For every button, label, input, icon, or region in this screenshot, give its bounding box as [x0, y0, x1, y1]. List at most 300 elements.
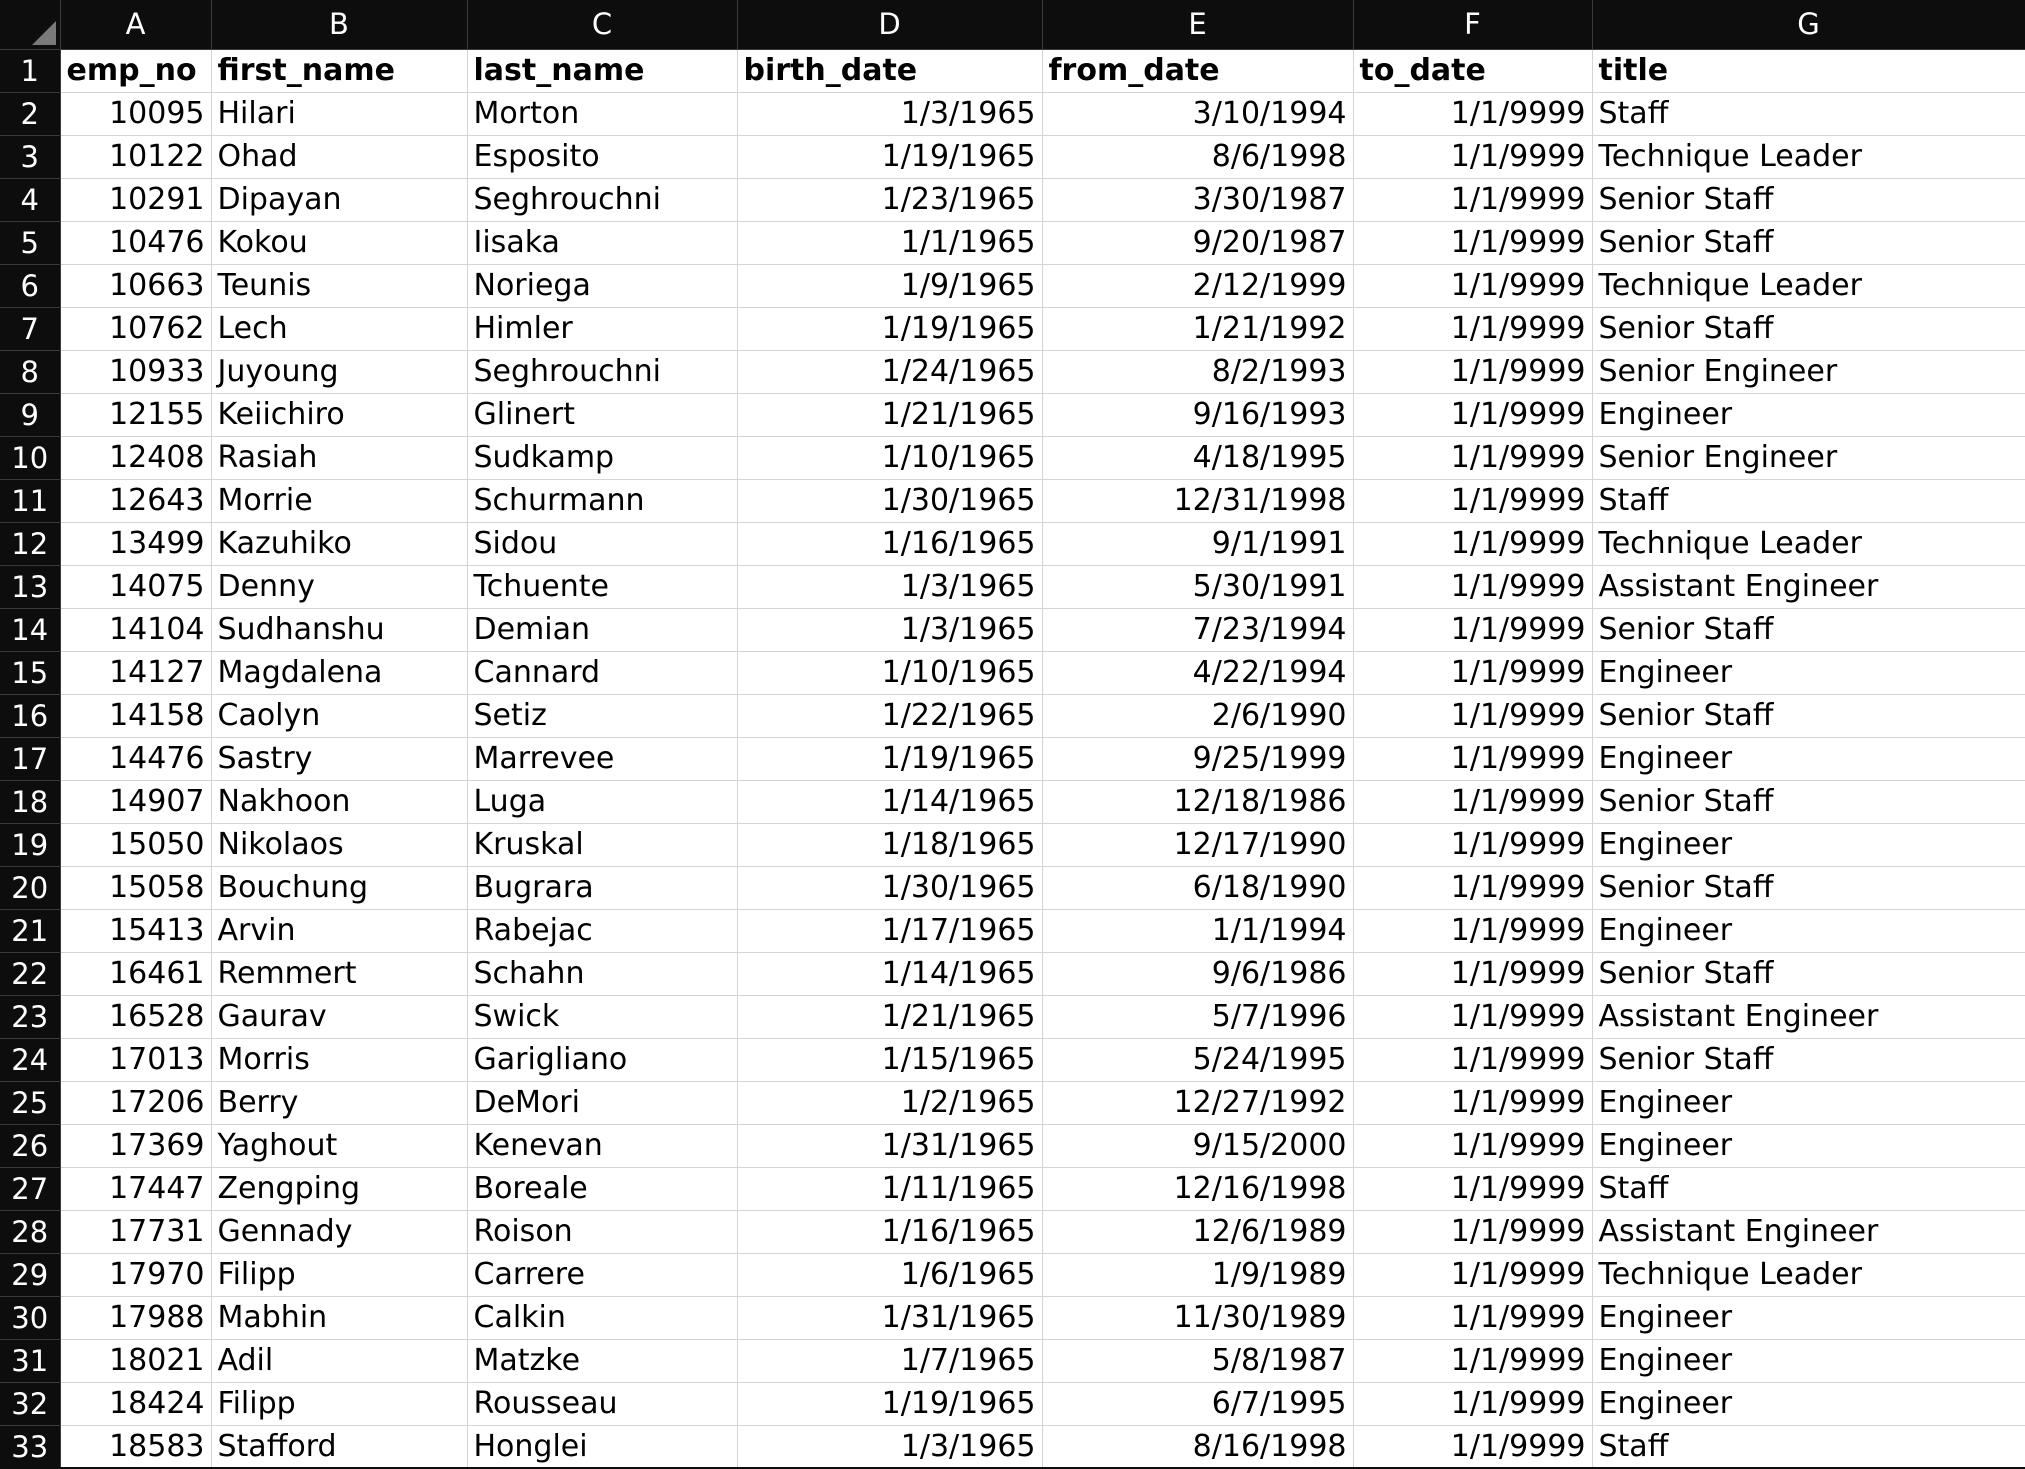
- cell-to-date[interactable]: 1/1/9999: [1353, 1339, 1592, 1382]
- cell-birth-date[interactable]: 1/3/1965: [737, 1425, 1042, 1468]
- table-row: [0, 350, 2025, 393]
- table-row: [0, 264, 2025, 307]
- cell-from-date[interactable]: 5/8/1987: [1042, 1339, 1353, 1382]
- cell-first-name[interactable]: Remmert: [211, 952, 467, 995]
- cell-title[interactable]: Senior Staff: [1592, 952, 2025, 995]
- column-header-b[interactable]: B: [211, 0, 467, 49]
- cell-birth-date[interactable]: 1/19/1965: [737, 1382, 1042, 1425]
- cell-first-name[interactable]: Denny: [211, 565, 467, 608]
- table-row: [0, 780, 2025, 823]
- cell-first-name[interactable]: Hilari: [211, 92, 467, 135]
- cell-title[interactable]: Technique Leader: [1592, 522, 2025, 565]
- table-row: [0, 651, 2025, 694]
- cell-from-date[interactable]: 8/2/1993: [1042, 350, 1353, 393]
- table-row: [0, 952, 2025, 995]
- cell-emp-no[interactable]: 17731: [60, 1210, 211, 1253]
- cell-title[interactable]: Engineer: [1592, 1382, 2025, 1425]
- cell-first-name[interactable]: Kokou: [211, 221, 467, 264]
- cell-to-date[interactable]: 1/1/9999: [1353, 221, 1592, 264]
- cell-birth-date[interactable]: 1/19/1965: [737, 135, 1042, 178]
- table-row: [0, 995, 2025, 1038]
- cell-birth-date[interactable]: 1/30/1965: [737, 866, 1042, 909]
- cell-birth-date[interactable]: 1/24/1965: [737, 350, 1042, 393]
- cell-title[interactable]: Senior Staff: [1592, 694, 2025, 737]
- cell-birth-date[interactable]: 1/31/1965: [737, 1296, 1042, 1339]
- cell-from-date[interactable]: 9/25/1999: [1042, 737, 1353, 780]
- cell-title[interactable]: Assistant Engineer: [1592, 1210, 2025, 1253]
- column-header-d[interactable]: D: [737, 0, 1042, 49]
- table-row: [0, 436, 2025, 479]
- cell-emp-no[interactable]: 17369: [60, 1124, 211, 1167]
- cell-first-name[interactable]: Mabhin: [211, 1296, 467, 1339]
- cell-from-date[interactable]: 12/17/1990: [1042, 823, 1353, 866]
- row-header[interactable]: 30: [0, 1296, 60, 1339]
- cell-title[interactable]: Technique Leader: [1592, 1253, 2025, 1296]
- cell-birth-date[interactable]: 1/31/1965: [737, 1124, 1042, 1167]
- cell-last-name[interactable]: Sudkamp: [467, 436, 737, 479]
- cell-birth-date[interactable]: 1/3/1965: [737, 92, 1042, 135]
- row-header[interactable]: 25: [0, 1081, 60, 1124]
- cell-from-date[interactable]: 9/6/1986: [1042, 952, 1353, 995]
- cell-last-name[interactable]: Demian: [467, 608, 737, 651]
- cell-from-date[interactable]: 12/6/1989: [1042, 1210, 1353, 1253]
- cell-emp-no[interactable]: 12408: [60, 436, 211, 479]
- cell-from-date[interactable]: 9/1/1991: [1042, 522, 1353, 565]
- row-header[interactable]: 11: [0, 479, 60, 522]
- cell-title[interactable]: Engineer: [1592, 1296, 2025, 1339]
- cell-title[interactable]: Senior Engineer: [1592, 350, 2025, 393]
- cell-last-name[interactable]: Roison: [467, 1210, 737, 1253]
- cell-last-name[interactable]: Glinert: [467, 393, 737, 436]
- cell-from-date[interactable]: 3/10/1994: [1042, 92, 1353, 135]
- cell-f1[interactable]: to_date: [1353, 49, 1592, 92]
- cell-last-name[interactable]: Calkin: [467, 1296, 737, 1339]
- cell-last-name[interactable]: Garigliano: [467, 1038, 737, 1081]
- cell-emp-no[interactable]: 10663: [60, 264, 211, 307]
- cell-emp-no[interactable]: 18021: [60, 1339, 211, 1382]
- column-header-c[interactable]: C: [467, 0, 737, 49]
- cell-emp-no[interactable]: 16528: [60, 995, 211, 1038]
- cell-from-date[interactable]: 9/20/1987: [1042, 221, 1353, 264]
- cell-to-date[interactable]: 1/1/9999: [1353, 92, 1592, 135]
- cell-title[interactable]: Technique Leader: [1592, 264, 2025, 307]
- cell-from-date[interactable]: 8/6/1998: [1042, 135, 1353, 178]
- cell-to-date[interactable]: 1/1/9999: [1353, 1296, 1592, 1339]
- cell-last-name[interactable]: Kruskal: [467, 823, 737, 866]
- cell-first-name[interactable]: Filipp: [211, 1382, 467, 1425]
- cell-from-date[interactable]: 9/16/1993: [1042, 393, 1353, 436]
- cell-b1[interactable]: first_name: [211, 49, 467, 92]
- cell-title[interactable]: Technique Leader: [1592, 135, 2025, 178]
- cell-last-name[interactable]: Tchuente: [467, 565, 737, 608]
- cell-emp-no[interactable]: 10476: [60, 221, 211, 264]
- row-header[interactable]: 3: [0, 135, 60, 178]
- table-row: [0, 1253, 2025, 1296]
- cell-emp-no[interactable]: 17970: [60, 1253, 211, 1296]
- cell-from-date[interactable]: 1/21/1992: [1042, 307, 1353, 350]
- table-row: [0, 909, 2025, 952]
- cell-to-date[interactable]: 1/1/9999: [1353, 522, 1592, 565]
- cell-to-date[interactable]: 1/1/9999: [1353, 995, 1592, 1038]
- cell-from-date[interactable]: 12/31/1998: [1042, 479, 1353, 522]
- table-row: [0, 393, 2025, 436]
- cell-emp-no[interactable]: 17447: [60, 1167, 211, 1210]
- cell-emp-no[interactable]: 13499: [60, 522, 211, 565]
- cell-last-name[interactable]: Rabejac: [467, 909, 737, 952]
- cell-to-date[interactable]: 1/1/9999: [1353, 1167, 1592, 1210]
- cell-birth-date[interactable]: 1/19/1965: [737, 307, 1042, 350]
- cell-emp-no[interactable]: 10933: [60, 350, 211, 393]
- cell-title[interactable]: Staff: [1592, 1167, 2025, 1210]
- cell-from-date[interactable]: 4/22/1994: [1042, 651, 1353, 694]
- table-row: [0, 1339, 2025, 1382]
- table-row: [0, 1210, 2025, 1253]
- cell-last-name[interactable]: Cannard: [467, 651, 737, 694]
- cell-first-name[interactable]: Dipayan: [211, 178, 467, 221]
- cell-first-name[interactable]: Filipp: [211, 1253, 467, 1296]
- cell-emp-no[interactable]: 15058: [60, 866, 211, 909]
- cell-title[interactable]: Staff: [1592, 479, 2025, 522]
- cell-last-name[interactable]: Carrere: [467, 1253, 737, 1296]
- cell-first-name[interactable]: Morris: [211, 1038, 467, 1081]
- cell-g1[interactable]: title: [1592, 49, 2025, 92]
- table-row: [0, 1296, 2025, 1339]
- cell-birth-date[interactable]: 1/10/1965: [737, 651, 1042, 694]
- cell-emp-no[interactable]: 12155: [60, 393, 211, 436]
- cell-to-date[interactable]: 1/1/9999: [1353, 651, 1592, 694]
- cell-birth-date[interactable]: 1/17/1965: [737, 909, 1042, 952]
- cell-last-name[interactable]: Kenevan: [467, 1124, 737, 1167]
- cell-title[interactable]: Engineer: [1592, 393, 2025, 436]
- cell-to-date[interactable]: 1/1/9999: [1353, 1124, 1592, 1167]
- cell-last-name[interactable]: Morton: [467, 92, 737, 135]
- cell-title[interactable]: Assistant Engineer: [1592, 995, 2025, 1038]
- cell-to-date[interactable]: 1/1/9999: [1353, 479, 1592, 522]
- row-header[interactable]: 9: [0, 393, 60, 436]
- row-header[interactable]: 28: [0, 1210, 60, 1253]
- table-row: [0, 608, 2025, 651]
- row-header[interactable]: 14: [0, 608, 60, 651]
- cell-from-date[interactable]: 8/16/1998: [1042, 1425, 1353, 1468]
- cell-title[interactable]: Engineer: [1592, 1081, 2025, 1124]
- row-header[interactable]: 32: [0, 1382, 60, 1425]
- cell-title[interactable]: Senior Staff: [1592, 608, 2025, 651]
- cell-title[interactable]: Engineer: [1592, 1339, 2025, 1382]
- cell-to-date[interactable]: 1/1/9999: [1353, 909, 1592, 952]
- table-row: [0, 92, 2025, 135]
- cell-birth-date[interactable]: 1/6/1965: [737, 1253, 1042, 1296]
- cell-to-date[interactable]: 1/1/9999: [1353, 135, 1592, 178]
- cell-to-date[interactable]: 1/1/9999: [1353, 1210, 1592, 1253]
- table-row: [0, 823, 2025, 866]
- cell-emp-no[interactable]: 15413: [60, 909, 211, 952]
- row-header[interactable]: 6: [0, 264, 60, 307]
- cell-to-date[interactable]: 1/1/9999: [1353, 436, 1592, 479]
- cell-first-name[interactable]: Nakhoon: [211, 780, 467, 823]
- row-header[interactable]: 12: [0, 522, 60, 565]
- cell-emp-no[interactable]: 17988: [60, 1296, 211, 1339]
- cell-first-name[interactable]: Kazuhiko: [211, 522, 467, 565]
- table-row: [0, 737, 2025, 780]
- cell-to-date[interactable]: 1/1/9999: [1353, 823, 1592, 866]
- column-header-e[interactable]: E: [1042, 0, 1353, 49]
- cell-first-name[interactable]: Berry: [211, 1081, 467, 1124]
- cell-last-name[interactable]: Seghrouchni: [467, 178, 737, 221]
- cell-birth-date[interactable]: 1/1/1965: [737, 221, 1042, 264]
- column-header-a[interactable]: A: [60, 0, 211, 49]
- cell-to-date[interactable]: 1/1/9999: [1353, 178, 1592, 221]
- cell-from-date[interactable]: 6/7/1995: [1042, 1382, 1353, 1425]
- cell-last-name[interactable]: Swick: [467, 995, 737, 1038]
- cell-title[interactable]: Engineer: [1592, 823, 2025, 866]
- cell-title[interactable]: Senior Staff: [1592, 780, 2025, 823]
- cell-emp-no[interactable]: 14127: [60, 651, 211, 694]
- cell-title[interactable]: Senior Staff: [1592, 307, 2025, 350]
- cell-from-date[interactable]: 1/9/1989: [1042, 1253, 1353, 1296]
- table-row: [0, 135, 2025, 178]
- cell-title[interactable]: Staff: [1592, 92, 2025, 135]
- cell-to-date[interactable]: 1/1/9999: [1353, 952, 1592, 995]
- cell-last-name[interactable]: Marrevee: [467, 737, 737, 780]
- cell-first-name[interactable]: Stafford: [211, 1425, 467, 1468]
- cell-from-date[interactable]: 5/30/1991: [1042, 565, 1353, 608]
- cell-first-name[interactable]: Zengping: [211, 1167, 467, 1210]
- cell-first-name[interactable]: Rasiah: [211, 436, 467, 479]
- cell-to-date[interactable]: 1/1/9999: [1353, 866, 1592, 909]
- cell-emp-no[interactable]: 17206: [60, 1081, 211, 1124]
- cell-first-name[interactable]: Teunis: [211, 264, 467, 307]
- cell-birth-date[interactable]: 1/7/1965: [737, 1339, 1042, 1382]
- cell-c1[interactable]: last_name: [467, 49, 737, 92]
- cell-last-name[interactable]: Sidou: [467, 522, 737, 565]
- cell-d1[interactable]: birth_date: [737, 49, 1042, 92]
- cell-emp-no[interactable]: 14075: [60, 565, 211, 608]
- table-row: [0, 694, 2025, 737]
- cell-from-date[interactable]: 5/24/1995: [1042, 1038, 1353, 1081]
- cell-first-name[interactable]: Ohad: [211, 135, 467, 178]
- cell-to-date[interactable]: 1/1/9999: [1353, 1382, 1592, 1425]
- cell-title[interactable]: Senior Staff: [1592, 1038, 2025, 1081]
- table-row: [0, 1425, 2025, 1468]
- table-row: [0, 522, 2025, 565]
- cell-to-date[interactable]: 1/1/9999: [1353, 1081, 1592, 1124]
- cell-birth-date[interactable]: 1/22/1965: [737, 694, 1042, 737]
- cell-last-name[interactable]: Boreale: [467, 1167, 737, 1210]
- cell-last-name[interactable]: Iisaka: [467, 221, 737, 264]
- cell-last-name[interactable]: Schahn: [467, 952, 737, 995]
- cell-e1[interactable]: from_date: [1042, 49, 1353, 92]
- table-row: [0, 1167, 2025, 1210]
- cell-to-date[interactable]: 1/1/9999: [1353, 350, 1592, 393]
- table-row-header: [0, 49, 2025, 92]
- cell-title[interactable]: Staff: [1592, 1425, 2025, 1468]
- cell-to-date[interactable]: 1/1/9999: [1353, 1253, 1592, 1296]
- cell-last-name[interactable]: Bugrara: [467, 866, 737, 909]
- row-header[interactable]: 24: [0, 1038, 60, 1081]
- cell-last-name[interactable]: Rousseau: [467, 1382, 737, 1425]
- cell-last-name[interactable]: Himler: [467, 307, 737, 350]
- cell-emp-no[interactable]: 16461: [60, 952, 211, 995]
- cell-title[interactable]: Senior Staff: [1592, 221, 2025, 264]
- cell-birth-date[interactable]: 1/3/1965: [737, 608, 1042, 651]
- cell-to-date[interactable]: 1/1/9999: [1353, 737, 1592, 780]
- column-header-f[interactable]: F: [1353, 0, 1592, 49]
- cell-from-date[interactable]: 7/23/1994: [1042, 608, 1353, 651]
- cell-title[interactable]: Senior Staff: [1592, 178, 2025, 221]
- cell-to-date[interactable]: 1/1/9999: [1353, 393, 1592, 436]
- cell-birth-date[interactable]: 1/3/1965: [737, 565, 1042, 608]
- row-header[interactable]: 10: [0, 436, 60, 479]
- select-all-button[interactable]: [0, 0, 60, 49]
- row-header[interactable]: 17: [0, 737, 60, 780]
- cell-title[interactable]: Engineer: [1592, 737, 2025, 780]
- cell-emp-no[interactable]: 17013: [60, 1038, 211, 1081]
- column-header-row: [0, 0, 2025, 49]
- cell-emp-no[interactable]: 14158: [60, 694, 211, 737]
- cell-first-name[interactable]: Gennady: [211, 1210, 467, 1253]
- cell-title[interactable]: Engineer: [1592, 1124, 2025, 1167]
- cell-from-date[interactable]: 6/18/1990: [1042, 866, 1353, 909]
- cell-first-name[interactable]: Adil: [211, 1339, 467, 1382]
- cell-from-date[interactable]: 12/27/1992: [1042, 1081, 1353, 1124]
- row-header[interactable]: 27: [0, 1167, 60, 1210]
- cell-to-date[interactable]: 1/1/9999: [1353, 780, 1592, 823]
- cell-birth-date[interactable]: 1/2/1965: [737, 1081, 1042, 1124]
- cell-first-name[interactable]: Juyoung: [211, 350, 467, 393]
- select-all-triangle-icon: [32, 21, 56, 45]
- row-header[interactable]: 26: [0, 1124, 60, 1167]
- cell-to-date[interactable]: 1/1/9999: [1353, 694, 1592, 737]
- cell-first-name[interactable]: Yaghout: [211, 1124, 467, 1167]
- cell-first-name[interactable]: Magdalena: [211, 651, 467, 694]
- cell-first-name[interactable]: Sudhanshu: [211, 608, 467, 651]
- cell-birth-date[interactable]: 1/21/1965: [737, 995, 1042, 1038]
- cell-from-date[interactable]: 2/12/1999: [1042, 264, 1353, 307]
- cell-birth-date[interactable]: 1/10/1965: [737, 436, 1042, 479]
- cell-birth-date[interactable]: 1/23/1965: [737, 178, 1042, 221]
- cell-birth-date[interactable]: 1/14/1965: [737, 952, 1042, 995]
- row-header[interactable]: 1: [0, 49, 60, 92]
- cell-last-name[interactable]: Matzke: [467, 1339, 737, 1382]
- row-header[interactable]: 18: [0, 780, 60, 823]
- cell-emp-no[interactable]: 18583: [60, 1425, 211, 1468]
- cell-birth-date[interactable]: 1/15/1965: [737, 1038, 1042, 1081]
- row-header[interactable]: 20: [0, 866, 60, 909]
- cell-first-name[interactable]: Sastry: [211, 737, 467, 780]
- row-header[interactable]: 22: [0, 952, 60, 995]
- cell-last-name[interactable]: Honglei: [467, 1425, 737, 1468]
- cell-from-date[interactable]: 2/6/1990: [1042, 694, 1353, 737]
- cell-emp-no[interactable]: 15050: [60, 823, 211, 866]
- cell-to-date[interactable]: 1/1/9999: [1353, 1038, 1592, 1081]
- cell-a1[interactable]: emp_no: [60, 49, 211, 92]
- cell-first-name[interactable]: Gaurav: [211, 995, 467, 1038]
- row-header[interactable]: 23: [0, 995, 60, 1038]
- cell-last-name[interactable]: Seghrouchni: [467, 350, 737, 393]
- cell-to-date[interactable]: 1/1/9999: [1353, 608, 1592, 651]
- cell-last-name[interactable]: DeMori: [467, 1081, 737, 1124]
- cell-birth-date[interactable]: 1/30/1965: [737, 479, 1042, 522]
- cell-emp-no[interactable]: 10762: [60, 307, 211, 350]
- cell-from-date[interactable]: 5/7/1996: [1042, 995, 1353, 1038]
- row-header[interactable]: 7: [0, 307, 60, 350]
- table-row: [0, 178, 2025, 221]
- cell-birth-date[interactable]: 1/16/1965: [737, 522, 1042, 565]
- cell-emp-no[interactable]: 10291: [60, 178, 211, 221]
- cell-first-name[interactable]: Keiichiro: [211, 393, 467, 436]
- cell-birth-date[interactable]: 1/9/1965: [737, 264, 1042, 307]
- cell-emp-no[interactable]: 14476: [60, 737, 211, 780]
- row-header[interactable]: 29: [0, 1253, 60, 1296]
- cell-emp-no[interactable]: 10122: [60, 135, 211, 178]
- cell-first-name[interactable]: Arvin: [211, 909, 467, 952]
- cell-from-date[interactable]: 12/18/1986: [1042, 780, 1353, 823]
- cell-from-date[interactable]: 4/18/1995: [1042, 436, 1353, 479]
- cell-from-date[interactable]: 11/30/1989: [1042, 1296, 1353, 1339]
- row-header[interactable]: 5: [0, 221, 60, 264]
- cell-to-date[interactable]: 1/1/9999: [1353, 307, 1592, 350]
- table-row: [0, 221, 2025, 264]
- row-header[interactable]: 8: [0, 350, 60, 393]
- cell-title[interactable]: Engineer: [1592, 651, 2025, 694]
- cell-to-date[interactable]: 1/1/9999: [1353, 565, 1592, 608]
- cell-from-date[interactable]: 9/15/2000: [1042, 1124, 1353, 1167]
- cell-from-date[interactable]: 12/16/1998: [1042, 1167, 1353, 1210]
- cell-first-name[interactable]: Caolyn: [211, 694, 467, 737]
- cell-last-name[interactable]: Noriega: [467, 264, 737, 307]
- row-header[interactable]: 21: [0, 909, 60, 952]
- row-header[interactable]: 15: [0, 651, 60, 694]
- column-header-g[interactable]: G: [1592, 0, 2025, 49]
- cell-to-date[interactable]: 1/1/9999: [1353, 264, 1592, 307]
- cell-title[interactable]: Assistant Engineer: [1592, 565, 2025, 608]
- cell-emp-no[interactable]: 18424: [60, 1382, 211, 1425]
- row-header[interactable]: 33: [0, 1425, 60, 1468]
- table-row: [0, 1124, 2025, 1167]
- row-header[interactable]: 13: [0, 565, 60, 608]
- cell-last-name[interactable]: Schurmann: [467, 479, 737, 522]
- cell-first-name[interactable]: Nikolaos: [211, 823, 467, 866]
- cell-last-name[interactable]: Setiz: [467, 694, 737, 737]
- cell-birth-date[interactable]: 1/21/1965: [737, 393, 1042, 436]
- row-header[interactable]: 31: [0, 1339, 60, 1382]
- cell-title[interactable]: Senior Staff: [1592, 866, 2025, 909]
- cell-birth-date[interactable]: 1/19/1965: [737, 737, 1042, 780]
- cell-birth-date[interactable]: 1/14/1965: [737, 780, 1042, 823]
- cell-emp-no[interactable]: 14907: [60, 780, 211, 823]
- row-header[interactable]: 19: [0, 823, 60, 866]
- cell-first-name[interactable]: Morrie: [211, 479, 467, 522]
- cell-birth-date[interactable]: 1/16/1965: [737, 1210, 1042, 1253]
- cell-first-name[interactable]: Lech: [211, 307, 467, 350]
- cell-first-name[interactable]: Bouchung: [211, 866, 467, 909]
- row-header[interactable]: 2: [0, 92, 60, 135]
- cell-emp-no[interactable]: 12643: [60, 479, 211, 522]
- cell-last-name[interactable]: Luga: [467, 780, 737, 823]
- cell-from-date[interactable]: 3/30/1987: [1042, 178, 1353, 221]
- cell-emp-no[interactable]: 14104: [60, 608, 211, 651]
- cell-last-name[interactable]: Esposito: [467, 135, 737, 178]
- cell-birth-date[interactable]: 1/18/1965: [737, 823, 1042, 866]
- cell-emp-no[interactable]: 10095: [60, 92, 211, 135]
- cell-title[interactable]: Engineer: [1592, 909, 2025, 952]
- cell-birth-date[interactable]: 1/11/1965: [737, 1167, 1042, 1210]
- cell-from-date[interactable]: 1/1/1994: [1042, 909, 1353, 952]
- row-header[interactable]: 16: [0, 694, 60, 737]
- cell-title[interactable]: Senior Engineer: [1592, 436, 2025, 479]
- row-header[interactable]: 4: [0, 178, 60, 221]
- cell-to-date[interactable]: 1/1/9999: [1353, 1425, 1592, 1468]
